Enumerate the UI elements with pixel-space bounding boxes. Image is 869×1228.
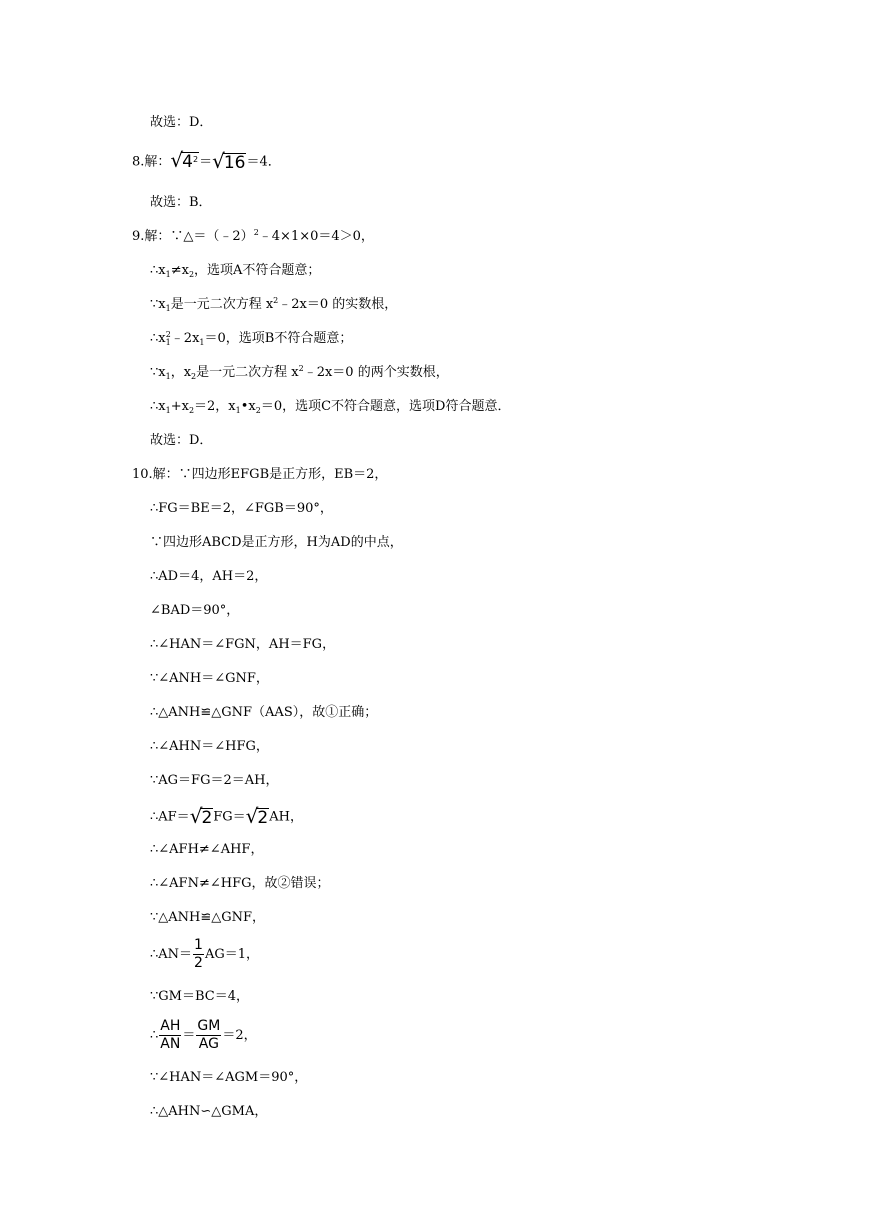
text-line: ∴AN＝ $\frac{1}{2}$ AG＝1， [150,937,260,971]
text-line: 9.解：∵△＝（﹣2）$^2$﹣4×1×0＝4＞0， [132,228,374,244]
fraction: $\frac{GM}{AG}$ [197,1018,221,1052]
text-line: 8.解：$√4^2=√16=4$． [132,148,281,173]
text-line: ∴ $\frac{AH}{AN}$ ＝ $\frac{GM}{AG}$ ＝2， [150,1018,257,1052]
text-line: ∠BAD＝90°， [150,603,240,618]
sqrt-expression: $√4^2$ [170,148,199,172]
text-line: ∵AG＝FG＝2＝AH， [150,773,279,788]
text-line: ∴∠HAN＝∠FGN，AH＝FG， [150,637,336,652]
text-line: $\because x_1$，$x_2$是一元二次方程 $x^2﹣2x=0$ 的两个实数根， [150,364,449,381]
text-line: ∴∠AFN≠∠HFG，故②错误； [150,876,330,891]
text-line: ∴△ANH≌△GNF（AAS），故①正确； [150,705,378,720]
text-line: ∴∠AHN＝∠HFG， [150,739,269,754]
text-line: ∴FG＝BE＝2，∠FGB＝90°， [150,501,333,516]
text-line: ∵GM＝BC＝4， [150,989,249,1004]
text-line: ∴△AHN∽△GMA， [150,1104,268,1119]
text-line: 故选：B． [150,195,212,210]
text-line: ∴AD＝4，AH＝2， [150,569,268,584]
text-line: $\therefore x_1^2﹣2x_1=0$，选项B不符合题意； [150,330,353,347]
text-line: 故选：D． [150,115,213,130]
text-line: 故选：D． [150,433,213,448]
text-line: $\therefore x_1+x_2=2$，$x_1•x_2=0$，选项C不符合题意，选项D符合题意． [150,399,511,415]
fraction: $\frac{AH}{AN}$ [160,1018,181,1052]
text-line: ∵四边形ABCD是正方形，H为AD的中点， [150,535,403,550]
text-line: ∴∠AFH≠∠AHF， [150,842,264,857]
text-line: ∵△ANH≌△GNF， [150,910,266,925]
text-line: ∴AF＝√2FG＝√2AH， [150,804,303,828]
text-line: 10.解：∵四边形EFGB是正方形，EB＝2， [132,467,388,482]
text-line: ∵∠HAN＝∠AGM＝90°， [150,1070,308,1085]
fraction: $\frac{1}{2}$ [194,937,203,971]
sqrt-expression: √2 [245,804,269,828]
sqrt-expression: √2 [189,804,213,828]
sqrt-expression: √16 [212,149,246,173]
text-line: $\because x_1$是一元二次方程 $x^2﹣2x=0$ 的实数根， [150,296,398,313]
text-line: $\therefore x_1\ne x_2$，选项A不符合题意； [150,263,321,279]
text-line: ∵∠ANH＝∠GNF， [150,671,269,686]
